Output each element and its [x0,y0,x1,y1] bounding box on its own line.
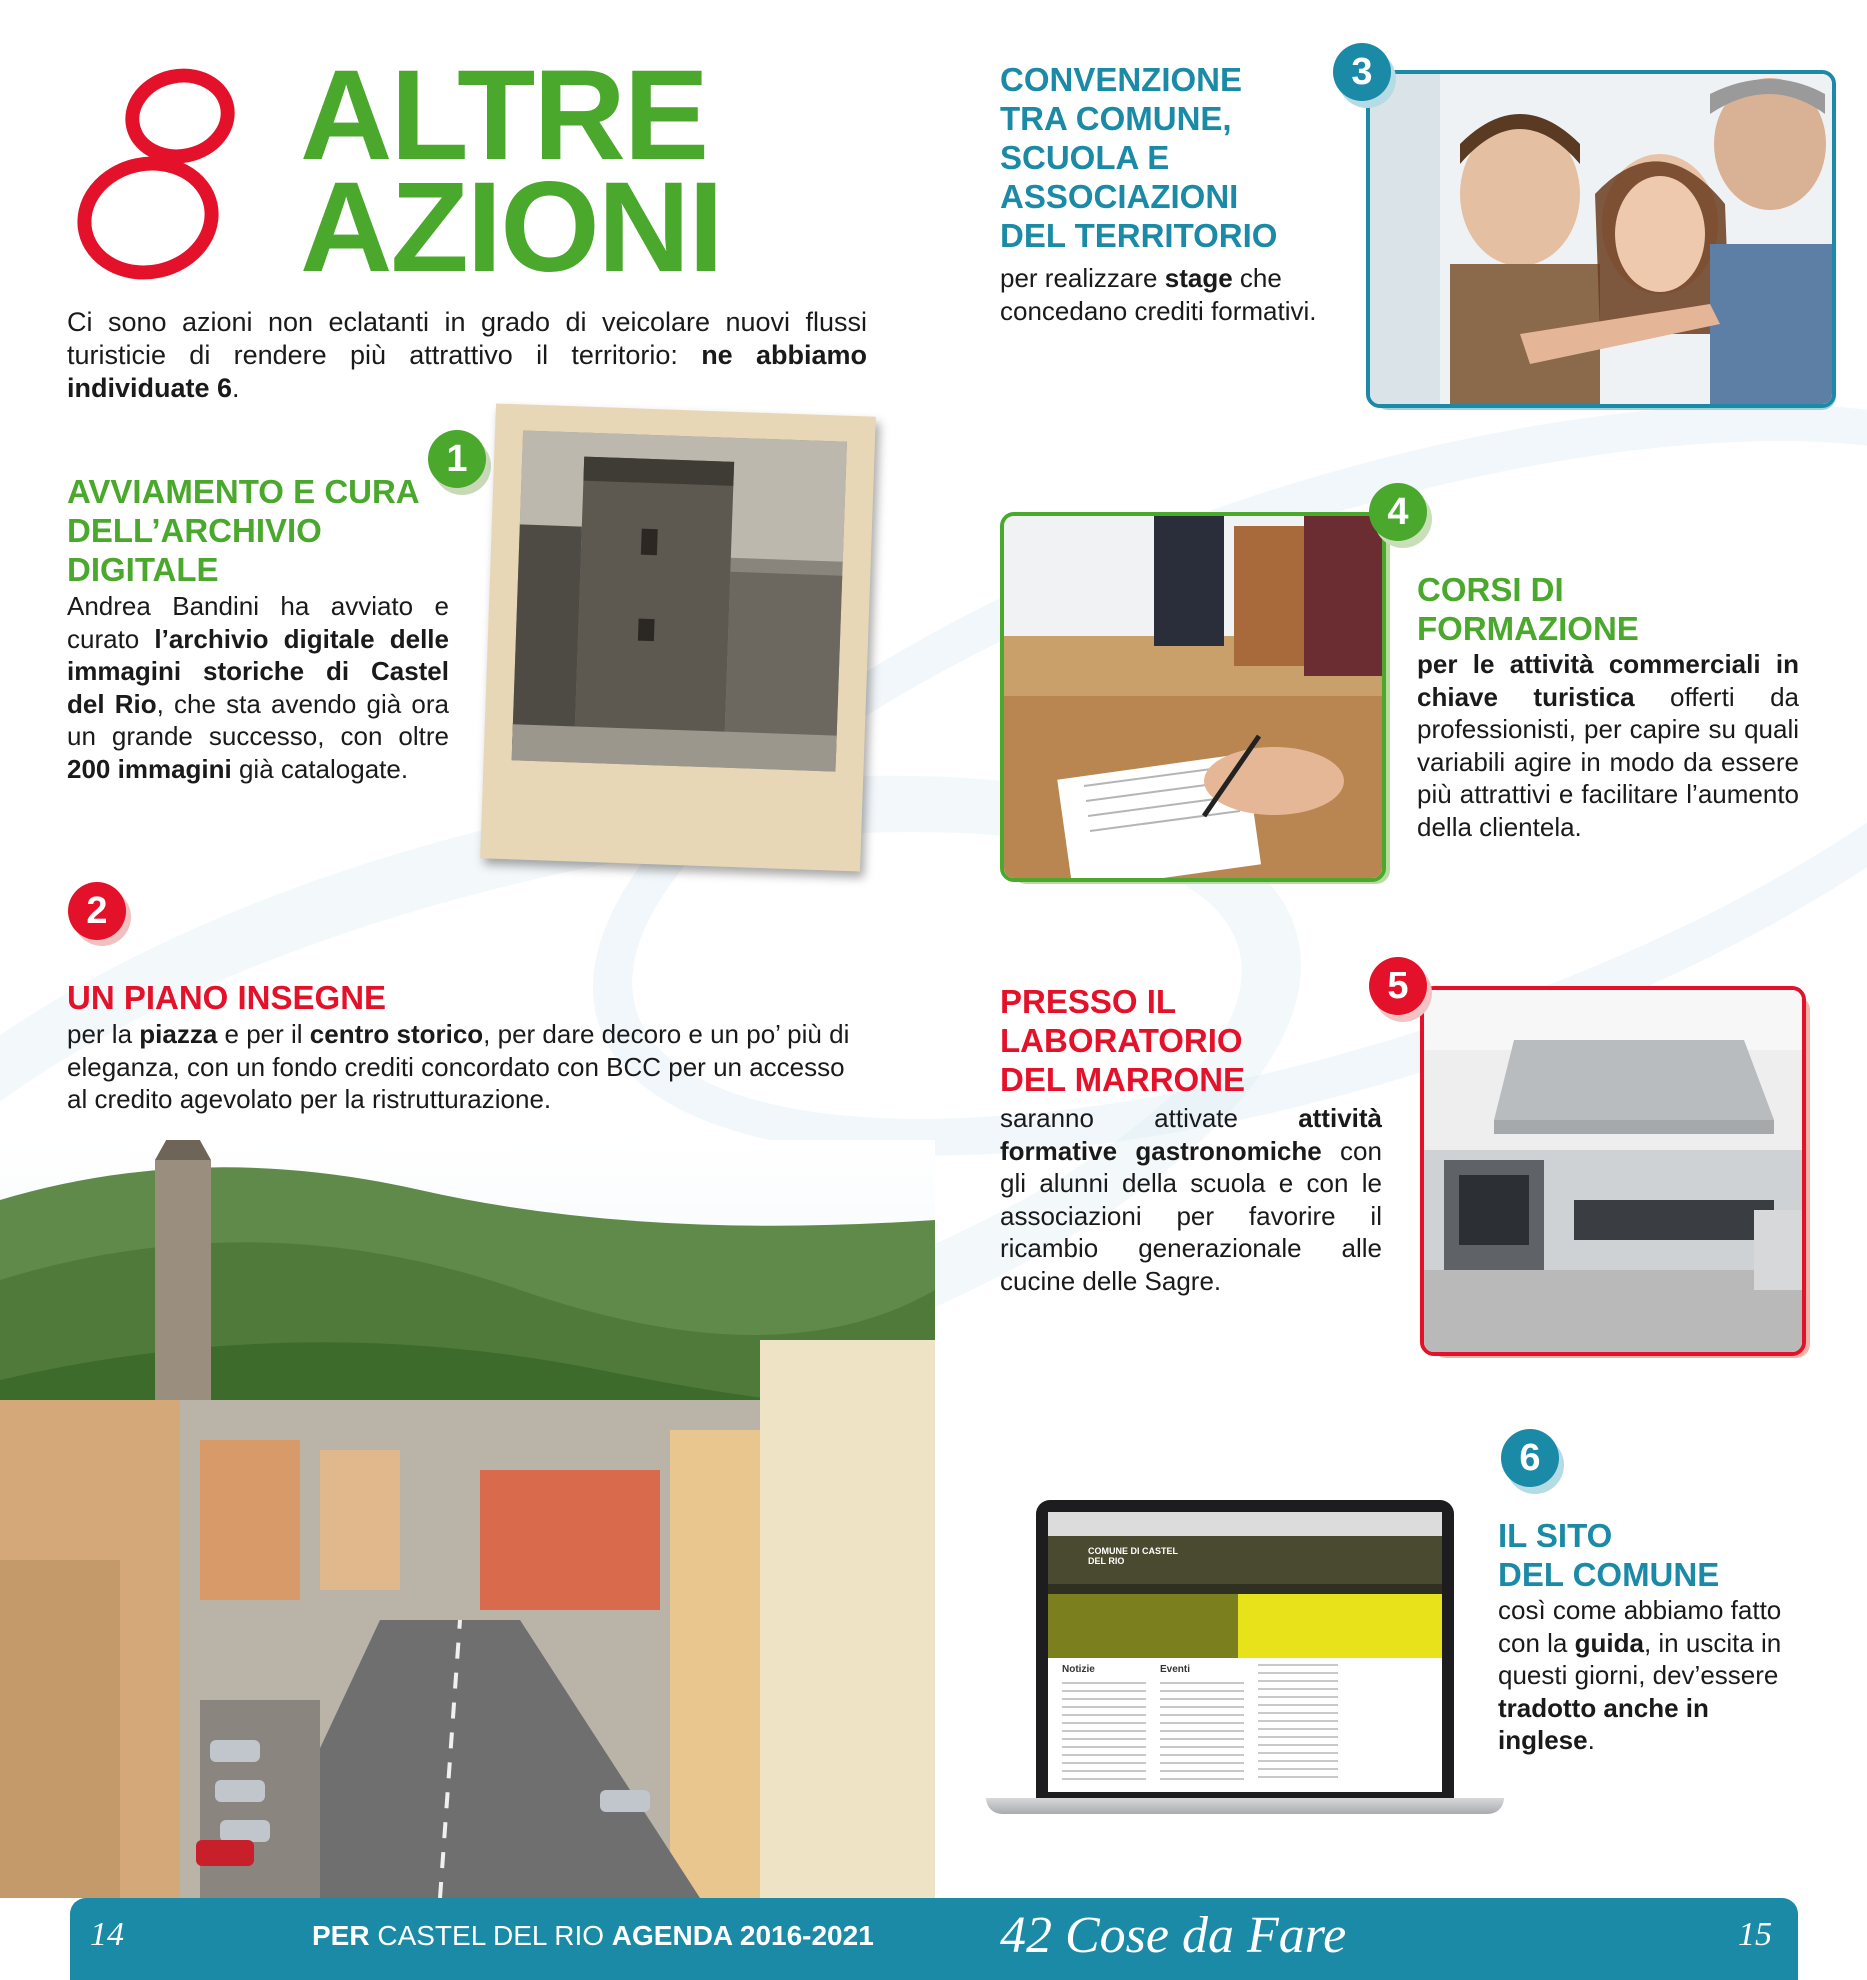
events-heading: Eventi [1160,1664,1191,1675]
body-run: con gli alunni della scuola e con le associazioni per favorire il ricambio generazionale alle cucine delle Sagre. [1000,1135,1382,1296]
page-number-left: 14 [90,1916,124,1953]
laptop-display [1048,1512,1442,1792]
news-heading: Notizie [1062,1664,1095,1675]
title-line: TRA COMUNE, [1000,100,1232,137]
archive-photo [480,404,876,872]
body-run: e per il [217,1019,310,1049]
town-illustration [0,1140,935,1898]
body-run-bold: piazza [139,1019,218,1049]
badge-1: 1 [428,430,486,488]
item-6-title [1498,1516,1818,1594]
body-run: così come abbiamo fatto con la [1498,1595,1782,1658]
title-line: DIGITALE [67,551,219,588]
page-title-line1: ALTRE [300,44,708,187]
item-3-body [1000,262,1340,327]
news-lines [1062,1682,1146,1782]
item-5-title [1000,982,1380,1099]
students-illustration [1370,74,1832,404]
body-run: , in uscita in questi giorni, dev’essere [1498,1627,1782,1690]
footer-per: PER [312,1920,370,1951]
course-illustration [1004,516,1382,878]
body-run: Andrea Bandini ha avviato e curato [67,591,449,654]
title-line: DELL’ARCHIVIO [67,512,322,549]
intro-end: . [232,373,240,403]
title-line: LABORATORIO [1000,1022,1243,1059]
title-line: CORSI DI [1417,571,1564,608]
body-run: per realizzare [1000,263,1165,293]
item-4-body [1417,648,1799,843]
body-run-bold: 200 immagini [67,753,232,784]
footer-place: CASTEL DEL RIO [377,1920,605,1951]
item-6-body [1498,1594,1798,1757]
body-run-bold: tradotto anche in inglese [1498,1692,1709,1755]
title-line: AVVIAMENTO E CURA [67,473,420,510]
badge-5: 5 [1369,957,1427,1015]
item-2-body [67,1018,867,1116]
footer-agenda-years: AGENDA 2016-2021 [611,1920,874,1951]
browser-bar [1048,1512,1442,1536]
footer-bar [70,1898,1798,1980]
item-1-title [67,472,487,589]
badge-2: 2 [68,882,126,940]
title-line: DEL MARRONE [1000,1061,1246,1098]
footer-script-title: 42 Cose da Fare [1000,1907,1347,1964]
title-line: IL SITO [1498,1517,1613,1554]
body-run: saranno attivate [1000,1103,1299,1133]
site-banner-yellow [1238,1594,1442,1658]
badge-4: 4 [1369,483,1427,541]
title-line: DEL TERRITORIO [1000,217,1278,254]
page-number-right: 15 [1738,1916,1772,1953]
kitchen-illustration [1424,990,1802,1352]
badge-6: 6 [1501,1429,1559,1487]
section-number-8 [62,58,262,288]
intro-text: Ci sono azioni non eclatanti in grado di veicolare nuovi flussi turisticie di rendere più attrattivo il territorio: [67,307,867,370]
students-photo [1366,70,1836,408]
intro-paragraph [67,306,867,405]
page-title [300,44,722,299]
title-line: PRESSO IL [1000,983,1177,1020]
item-2-title [67,978,567,1017]
body-run: . [1587,1725,1595,1755]
castle-photo [480,404,876,872]
body-run: , che sta avendo già ora un grande successo, con oltre [67,688,449,751]
town-photo [0,1140,935,1898]
site-nav [1048,1584,1442,1594]
body-run-bold: per le attività commerciali in chiave turistica [1417,649,1799,712]
laptop-screen [1036,1500,1454,1798]
badge-3: 3 [1333,43,1391,101]
item-4-title [1417,570,1817,648]
title-line: UN PIANO INSEGNE [67,979,387,1016]
page-title-line2: AZIONI [300,156,722,299]
intro-bold: ne abbiamo individuate 6 [67,340,867,403]
laptop-base [986,1798,1504,1814]
title-line: DEL COMUNE [1498,1556,1720,1593]
events-lines [1160,1682,1244,1782]
footer-agenda [312,1920,874,1952]
body-run: per la [67,1019,140,1049]
sidebar-lines [1258,1664,1338,1782]
kitchen-photo [1420,986,1806,1356]
item-3-title [1000,60,1340,255]
course-photo [1000,512,1386,882]
body-run: che concedano crediti formativi. [1000,263,1317,326]
item-1-body [67,590,449,785]
body-run-bold: attività formative gastronomiche [1000,1103,1382,1166]
body-run-bold: guida [1574,1627,1644,1658]
body-run: , per dare decoro e un po’ più di eleganza, con un fondo crediti concordato con BCC per un accesso al credito agevolato per la ristrutturazione. [67,1019,850,1114]
title-line: SCUOLA E [1000,139,1170,176]
body-run-bold: stage [1164,263,1233,293]
title-line: ASSOCIAZIONI [1000,178,1239,215]
body-run-bold: l’archivio digitale delle immagini storiche di Castel del Rio [67,623,449,719]
title-line: FORMAZIONE [1417,610,1639,647]
title-line: CONVENZIONE [1000,61,1243,98]
item-5-body [1000,1102,1382,1297]
body-run-bold: centro storico [309,1019,484,1049]
body-run: offerti da professionisti, per capire su quali variabili agire in modo da essere più attrattivi e facilitare l’aumento della clientela. [1417,681,1799,842]
site-name: COMUNE DI CASTEL DEL RIO [1088,1546,1178,1566]
body-run: già catalogate. [231,753,409,784]
